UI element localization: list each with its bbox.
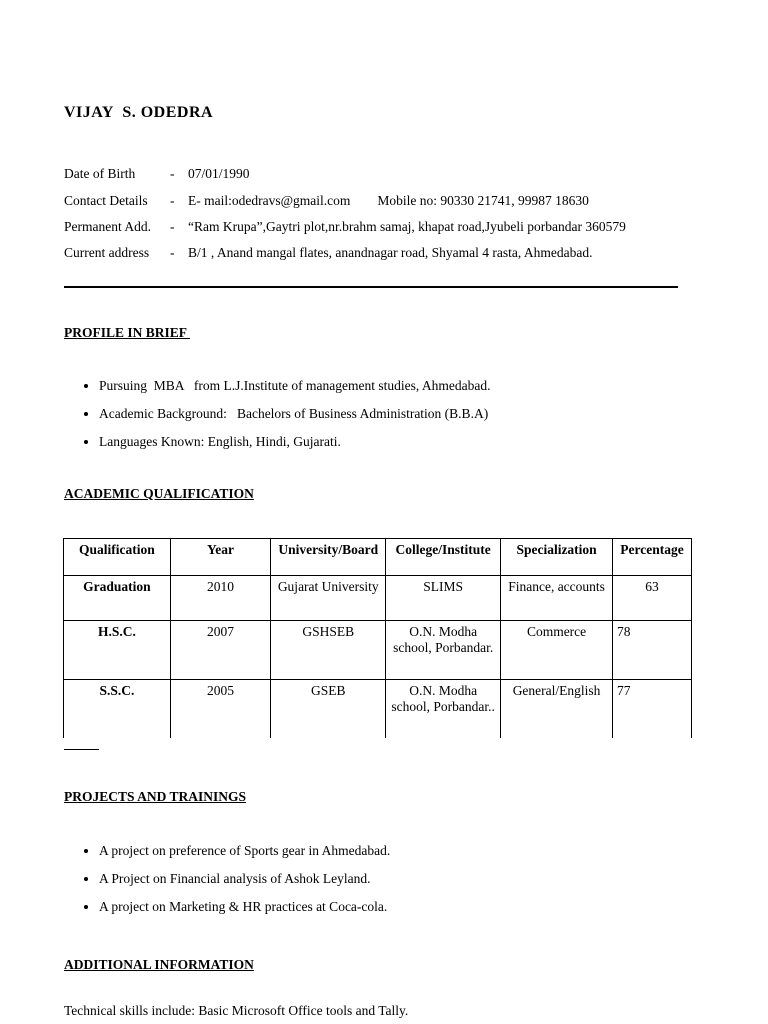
- list-item: • A Project on Financial analysis of Ashok Leyland.: [99, 871, 390, 899]
- table-cell: SLIMS: [386, 576, 501, 621]
- column-header: Qualification: [64, 539, 171, 576]
- additional-heading: ADDITIONAL INFORMATION: [64, 957, 254, 972]
- table-cell: 2005: [170, 680, 270, 739]
- info-value: “Ram Krupa”,Gaytri plot,nr.brahm samaj, khapat road,Jyubeli porbandar 360579: [188, 219, 626, 234]
- projects-list: [64, 843, 390, 927]
- info-label: Current address: [64, 245, 150, 260]
- table-row: [64, 621, 692, 680]
- info-label: Permanent Add.: [64, 219, 151, 234]
- info-row-dob: [64, 166, 250, 182]
- list-item: • Academic Background: Bachelors of Business Administration (B.B.A): [99, 406, 490, 434]
- short-divider: [64, 749, 99, 750]
- list-item: • A project on Marketing & HR practices at Coca-cola.: [99, 899, 390, 927]
- info-row-contact: [64, 193, 589, 209]
- info-separator: -: [170, 193, 175, 208]
- info-separator: -: [170, 166, 175, 181]
- info-row-permanent-address: [64, 219, 626, 235]
- table-cell: O.N. Modha school, Porbandar..: [386, 680, 501, 739]
- table-row: [64, 680, 692, 739]
- table-cell: Graduation: [64, 576, 171, 621]
- qualification-table: [63, 538, 692, 738]
- candidate-name: VIJAY S. ODEDRA: [64, 104, 214, 121]
- table-row: [64, 576, 692, 621]
- info-separator: -: [170, 219, 175, 234]
- list-item: • A project on preference of Sports gear in Ahmedabad.: [99, 843, 390, 871]
- profile-heading: PROFILE IN BRIEF: [64, 325, 190, 340]
- table-cell: Gujarat University: [271, 576, 386, 621]
- info-value: 07/01/1990: [188, 166, 250, 181]
- table-cell: GSEB: [271, 680, 386, 739]
- table-cell: Finance, accounts: [501, 576, 613, 621]
- table-cell: O.N. Modha school, Porbandar.: [386, 621, 501, 680]
- table-cell: 63: [613, 576, 692, 621]
- column-header: University/Board: [271, 539, 386, 576]
- info-row-current-address: [64, 245, 593, 261]
- table-cell: GSHSEB: [271, 621, 386, 680]
- table-cell: 78: [613, 621, 692, 680]
- list-item: • Languages Known: English, Hindi, Gujarati.: [99, 434, 490, 462]
- column-header: College/Institute: [386, 539, 501, 576]
- column-header: Specialization: [501, 539, 613, 576]
- profile-list: [64, 378, 490, 462]
- table-cell: Commerce: [501, 621, 613, 680]
- info-separator: -: [170, 245, 175, 260]
- table-cell: General/English: [501, 680, 613, 739]
- additional-text: Technical skills include: Basic Microsoft Office tools and Tally.: [64, 1003, 409, 1018]
- column-header: Year: [170, 539, 270, 576]
- table-cell: 77: [613, 680, 692, 739]
- table-header-row: [64, 539, 692, 576]
- table-cell: 2007: [170, 621, 270, 680]
- info-label: Date of Birth: [64, 166, 136, 181]
- academic-heading: ACADEMIC QUALIFICATION: [64, 486, 254, 501]
- projects-heading: PROJECTS AND TRAININGS: [64, 789, 247, 804]
- list-item: • Pursuing MBA from L.J.Institute of management studies, Ahmedabad.: [99, 378, 490, 406]
- info-label: Contact Details: [64, 193, 148, 208]
- info-value: B/1 , Anand mangal flates, anandnagar road, Shyamal 4 rasta, Ahmedabad.: [188, 245, 593, 260]
- table-cell: 2010: [170, 576, 270, 621]
- horizontal-divider: [64, 286, 678, 288]
- table-cell: H.S.C.: [64, 621, 171, 680]
- column-header: Percentage: [613, 539, 692, 576]
- info-value: E- mail:odedravs@gmail.com Mobile no: 90330 21741, 99987 18630: [188, 193, 589, 208]
- table-cell: S.S.C.: [64, 680, 171, 739]
